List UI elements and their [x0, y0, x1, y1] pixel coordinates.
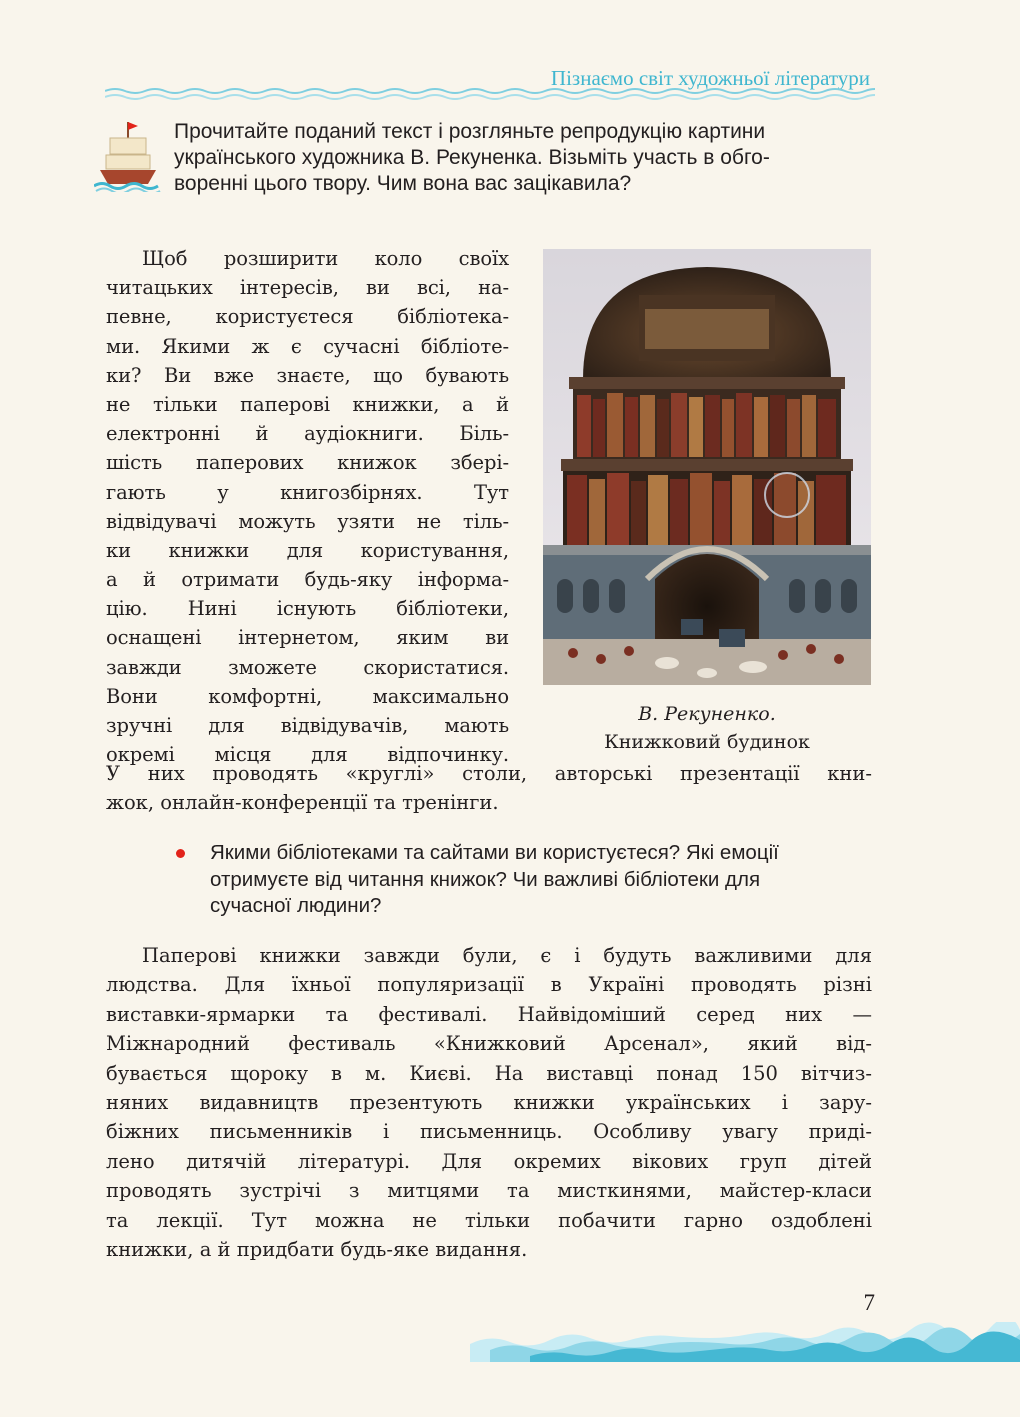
lower-shelf [563, 471, 851, 551]
question-line: Якими бібліотеками та сайтами ви користуєтеся? Які емоції [210, 841, 779, 864]
ship-icon [94, 118, 164, 192]
paragraph-line: електронні й аудіокниги. Біль- [106, 422, 509, 446]
intro-line: Прочитайте поданий текст і розгляньте репродукцію картини [174, 120, 766, 143]
paragraph-line: книжки, а й придбати будь-яке видання. [106, 1238, 528, 1262]
question-line: сучасної людини? [210, 894, 382, 917]
paragraph-book-arsenal [106, 941, 872, 1264]
header-wave-divider [105, 87, 875, 101]
paragraph-line: бувається щороку в м. Києві. На виставці понад 150 вітчиз- [106, 1061, 872, 1085]
paragraph-line: виставки-ярмарки та фестивалі. Найвідоміший серед них — [106, 1002, 872, 1026]
paragraph-line: людства. Для їхньої популяризації в Україні проводять різні [106, 973, 872, 997]
book-house-painting [543, 249, 871, 685]
paragraph-line: гають у книгозбірнях. Тут [106, 480, 509, 504]
page-number: 7 [863, 1290, 875, 1315]
intro-line: воренні цього твору. Чим вона вас зацікавила? [174, 172, 632, 195]
paragraph-line: проводять зустрічі з митцями та мисткинями, майстер-класи [106, 1179, 872, 1203]
paragraph-line: відвідувачі можуть узяти не тіль- [106, 509, 509, 533]
paragraph-line: лено дитячій літературі. Для окремих вікових груп дітей [106, 1149, 872, 1173]
bullet-icon [176, 849, 185, 858]
paragraph-line: няних видавництв презентують книжки українських і зару- [106, 1091, 872, 1115]
paragraph-line: окремі місця для відпочинку. [106, 743, 509, 767]
paragraph-line: оснащені інтернетом, яким ви [106, 626, 509, 650]
paragraph-line: Паперові книжки завжди були, є і будуть важливими для [142, 944, 872, 967]
paragraph-line: Щоб розширити коло своїх [142, 247, 509, 270]
upper-shelf [573, 389, 841, 459]
paragraph-line: та лекції. Тут можна не тільки побачити гарно оздоблені [106, 1208, 872, 1232]
painting-caption [543, 700, 871, 756]
paragraph-line: шість паперових книжок збері- [106, 451, 509, 475]
paragraph-line: певне, користуєтеся бібліотека- [106, 305, 509, 329]
intro-line: українського художника В. Рекуненка. Візьміть участь в обго- [174, 146, 770, 169]
discussion-question [176, 840, 872, 920]
running-header: Пізнаємо світ художньої літератури [550, 66, 870, 90]
paragraph-line: жок, онлайн-конференції та тренінги. [106, 791, 499, 815]
paragraph-line: ки? Ви вже знаєте, що бувають [106, 363, 509, 387]
paragraph-line: зручні для відвідувачів, мають [106, 714, 509, 737]
footer-wave-decoration [470, 1322, 1020, 1362]
paragraph-line: біжних письменників і письменниць. Особливу увагу приді- [106, 1120, 872, 1144]
paragraph-line: Міжнародний фестиваль «Книжковий Арсенал», який від- [106, 1032, 872, 1056]
paragraph-line: У них проводять «круглі» столи, авторські презентації кни- [106, 762, 872, 785]
paragraph-line: а й отримати будь-яку інформа- [106, 568, 509, 592]
paragraph-line: завжди зможете скористатися. [106, 655, 509, 679]
intro-instructions [174, 119, 871, 197]
paragraph-line: ми. Якими ж є сучасні бібліоте- [106, 334, 509, 358]
paragraph-line: не тільки паперові книжки, а й [106, 392, 509, 416]
paragraph-line: цію. Нині існують бібліотеки, [106, 597, 509, 621]
paragraph-line: ки книжки для користування, [106, 538, 509, 562]
paragraph-line: Вони комфортні, максимально [106, 684, 509, 708]
paragraph-libraries-tail [106, 759, 872, 817]
painting-reproduction [543, 249, 871, 685]
paragraph-libraries [106, 244, 509, 769]
paragraph-line: читацьких інтересів, ви всі, на- [106, 276, 509, 300]
question-line: отримуєте від читання книжок? Чи важливі бібліотеки для [210, 867, 761, 891]
caption-author: В. Рекуненко. [638, 703, 776, 725]
caption-title: Книжковий будинок [604, 731, 810, 753]
